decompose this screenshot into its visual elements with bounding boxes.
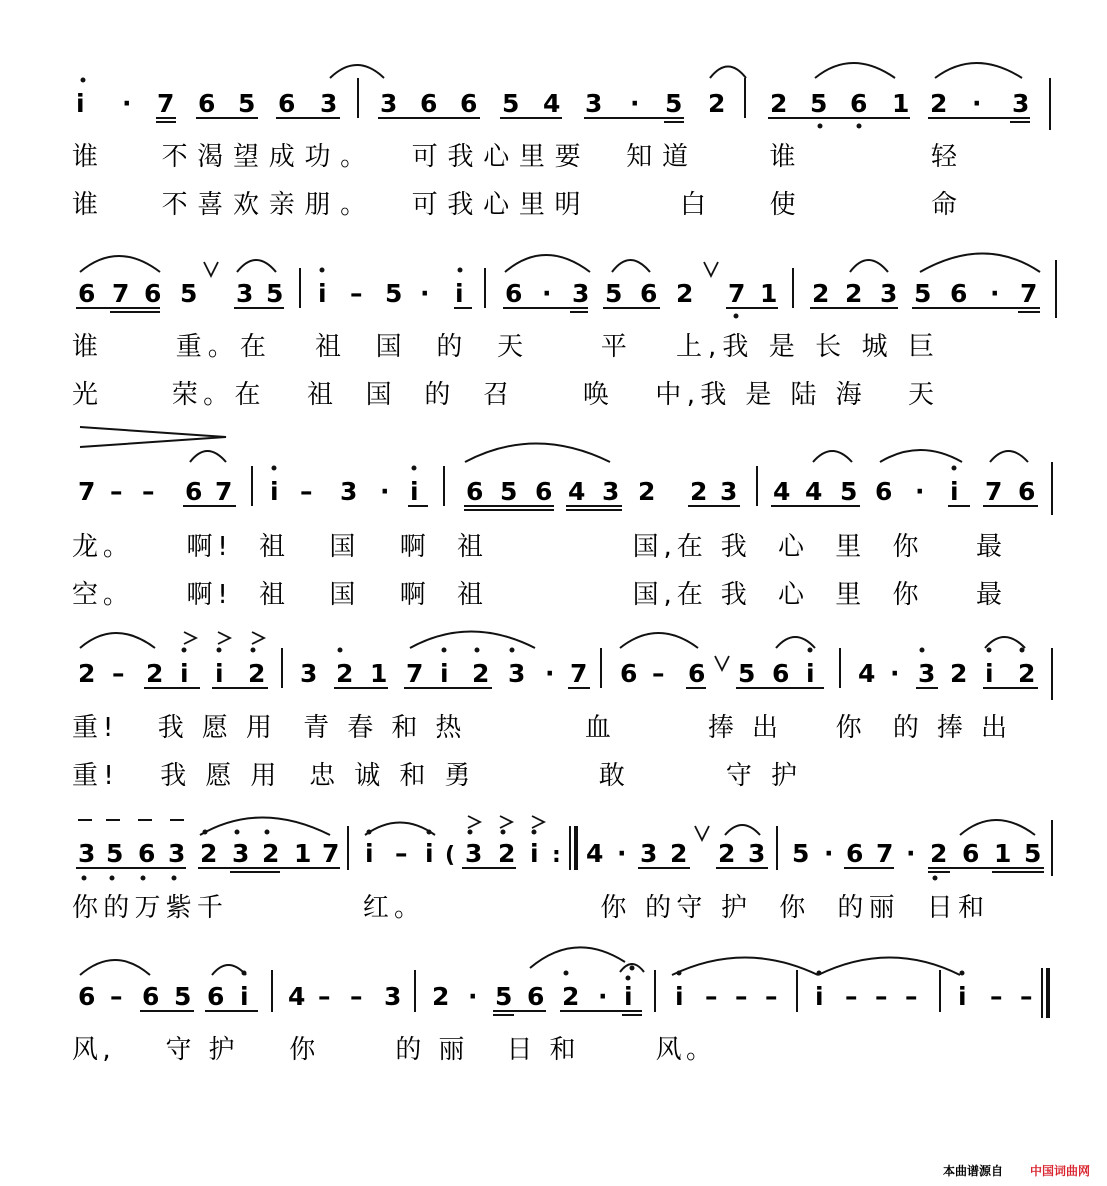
svg-text:–: –	[110, 477, 123, 506]
svg-text:6: 6	[620, 659, 638, 688]
svg-text:6: 6	[505, 279, 523, 308]
lyric-verse-1: 谁 重。在 祖 国 的 天 平 上,我 是 长 城 巨	[72, 332, 934, 362]
svg-text:i: i	[440, 659, 449, 688]
slur	[990, 451, 1028, 462]
svg-text:–: –	[318, 982, 331, 1011]
svg-text:7: 7	[78, 477, 96, 506]
svg-text:–: –	[112, 659, 125, 688]
svg-text:6: 6	[772, 659, 790, 688]
svg-text:3: 3	[168, 839, 186, 868]
svg-text:i: i	[318, 279, 327, 308]
svg-text:3: 3	[340, 477, 358, 506]
svg-text:–: –	[735, 982, 748, 1011]
svg-text:3: 3	[78, 839, 96, 868]
svg-text:·: ·	[380, 477, 390, 506]
svg-text:–: –	[350, 279, 363, 308]
svg-text:i: i	[240, 982, 249, 1011]
breath-mark	[704, 262, 718, 276]
notes-line-3	[78, 477, 1035, 506]
svg-text:3: 3	[640, 839, 658, 868]
svg-text:6: 6	[198, 89, 216, 118]
svg-text:5: 5	[502, 89, 520, 118]
svg-text:–: –	[350, 982, 363, 1011]
accent	[532, 816, 544, 828]
lyric-verse-1: 风, 守 护 你 的 丽 日 和 风。	[72, 1035, 712, 1065]
svg-text:i: i	[806, 659, 815, 688]
svg-text:–: –	[652, 659, 665, 688]
svg-text:6: 6	[138, 839, 156, 868]
svg-text:6: 6	[640, 279, 658, 308]
slur	[465, 444, 610, 463]
svg-text:2: 2	[708, 89, 726, 118]
svg-text:4: 4	[586, 839, 604, 868]
slur	[620, 633, 698, 648]
slur	[410, 632, 535, 649]
svg-text:3: 3	[572, 279, 590, 308]
footer	[943, 1163, 1090, 1178]
notes-line-6	[78, 982, 1033, 1011]
svg-text:3: 3	[380, 89, 398, 118]
svg-text:5: 5	[106, 839, 124, 868]
svg-text:6: 6	[466, 477, 484, 506]
slur	[985, 637, 1025, 648]
svg-text:2: 2	[562, 982, 580, 1011]
svg-text:2: 2	[845, 279, 863, 308]
svg-text:1: 1	[760, 279, 778, 308]
slur	[212, 965, 246, 975]
svg-text:6: 6	[850, 89, 868, 118]
svg-text:1: 1	[370, 659, 388, 688]
svg-text:–: –	[875, 982, 888, 1011]
svg-text:5: 5	[174, 982, 192, 1011]
lyrics-line-3	[72, 532, 1002, 610]
score-line-1	[72, 63, 1050, 220]
slur	[710, 67, 746, 79]
svg-text:–: –	[110, 982, 123, 1011]
lyric-verse-1: 你的万紫千 红。 你 的守 护 你 的丽 日和	[72, 893, 985, 923]
svg-text:3: 3	[720, 477, 738, 506]
site-name[interactable]: 中国词曲网	[1030, 1164, 1091, 1178]
svg-text:5: 5	[665, 89, 683, 118]
slur	[330, 65, 384, 78]
svg-text:·: ·	[915, 477, 925, 506]
svg-text:6: 6	[950, 279, 968, 308]
svg-text:3: 3	[236, 279, 254, 308]
notes-line-5	[78, 839, 1041, 868]
svg-text:6: 6	[144, 279, 162, 308]
svg-text:2: 2	[690, 477, 708, 506]
svg-text:·: ·	[972, 89, 982, 118]
slur	[725, 825, 760, 835]
lyric-verse-1: 龙。 啊! 祖 国 啊 祖 国,在 我 心 里 你 最	[72, 532, 1002, 562]
svg-text:5: 5	[500, 477, 518, 506]
svg-text:3: 3	[602, 477, 620, 506]
svg-text:·: ·	[598, 982, 608, 1011]
score-line-2	[72, 254, 1056, 411]
svg-text:6: 6	[420, 89, 438, 118]
svg-text:6: 6	[1018, 477, 1036, 506]
svg-text:3: 3	[300, 659, 318, 688]
svg-text:6: 6	[142, 982, 160, 1011]
breath-mark	[715, 656, 729, 670]
svg-text:6: 6	[962, 839, 980, 868]
svg-text:–: –	[300, 477, 313, 506]
svg-text:2: 2	[472, 659, 490, 688]
accent	[252, 632, 264, 644]
svg-text:2: 2	[336, 659, 354, 688]
svg-text:4: 4	[773, 477, 791, 506]
svg-text:–: –	[1020, 982, 1033, 1011]
svg-text:·: ·	[468, 982, 478, 1011]
svg-text:7: 7	[570, 659, 588, 688]
slur	[920, 254, 1040, 273]
svg-text:i: i	[950, 477, 959, 506]
slur	[612, 260, 650, 272]
slur	[365, 823, 435, 836]
svg-text:7: 7	[215, 477, 233, 506]
svg-text:4: 4	[858, 659, 876, 688]
svg-text:6: 6	[688, 659, 706, 688]
lyrics-line-6	[72, 1035, 712, 1065]
svg-text:2: 2	[78, 659, 96, 688]
svg-text:6: 6	[78, 982, 96, 1011]
svg-text:i: i	[215, 659, 224, 688]
svg-text:6: 6	[846, 839, 864, 868]
svg-text:6: 6	[535, 477, 553, 506]
svg-text:2: 2	[432, 982, 450, 1011]
svg-text:2: 2	[262, 839, 280, 868]
svg-text:2: 2	[498, 839, 516, 868]
svg-text:i: i	[76, 89, 85, 118]
accent	[468, 816, 480, 828]
svg-text:7: 7	[406, 659, 424, 688]
score-line-3	[72, 427, 1052, 610]
lyric-verse-1: 谁 不渴望成功。 可我心里要 知道 谁 轻	[72, 142, 957, 172]
svg-text:·: ·	[890, 659, 900, 688]
svg-text:3: 3	[880, 279, 898, 308]
svg-text:3: 3	[585, 89, 603, 118]
svg-text:·: ·	[990, 279, 1000, 308]
slur	[815, 63, 895, 78]
svg-text:6: 6	[78, 279, 96, 308]
svg-text:2: 2	[200, 839, 218, 868]
svg-text:6: 6	[875, 477, 893, 506]
svg-text:i: i	[624, 982, 633, 1011]
lyric-verse-2: 光 荣。在 祖 国 的 召 唤 中,我 是 陆 海 天	[72, 380, 935, 410]
svg-text:(: (	[445, 843, 456, 868]
svg-text:2: 2	[1018, 659, 1036, 688]
svg-text:–: –	[905, 982, 918, 1011]
accent	[218, 632, 230, 644]
svg-text:i: i	[365, 839, 374, 868]
score-line-4	[72, 632, 1052, 792]
svg-text:7: 7	[322, 839, 340, 868]
svg-text:·: ·	[420, 279, 430, 308]
svg-text:4: 4	[288, 982, 306, 1011]
slur	[776, 637, 815, 648]
slur	[850, 260, 888, 272]
svg-text:·: ·	[617, 839, 627, 868]
slur	[530, 947, 625, 968]
svg-text:3: 3	[508, 659, 526, 688]
svg-text:6: 6	[460, 89, 478, 118]
svg-text:i: i	[815, 982, 824, 1011]
lyric-verse-1: 重! 我 愿 用 青 春 和 热 血 捧 出 你 的 捧 出	[72, 713, 1007, 743]
svg-text:5: 5	[238, 89, 256, 118]
slur	[505, 255, 590, 272]
svg-text:3: 3	[1012, 89, 1030, 118]
notes-line-4	[78, 659, 1035, 688]
lyrics-line-2	[72, 332, 934, 410]
svg-text:5: 5	[792, 839, 810, 868]
svg-text:i: i	[270, 477, 279, 506]
svg-text:·: ·	[906, 839, 916, 868]
svg-text:5: 5	[385, 279, 403, 308]
slur	[935, 63, 1022, 78]
svg-text:5: 5	[914, 279, 932, 308]
svg-text:5: 5	[810, 89, 828, 118]
svg-text::: :	[552, 843, 561, 868]
svg-text:5: 5	[180, 279, 198, 308]
svg-text:·: ·	[122, 89, 132, 118]
svg-text:–: –	[395, 839, 408, 868]
slur	[80, 960, 150, 975]
lyric-verse-2: 谁 不喜欢亲朋。 可我心里明 白 使 命	[72, 190, 957, 220]
svg-text:7: 7	[985, 477, 1003, 506]
svg-text:3: 3	[384, 982, 402, 1011]
svg-text:·: ·	[824, 839, 834, 868]
lyric-verse-2: 重! 我 愿 用 忠 诚 和 勇 敢 守 护	[72, 761, 798, 791]
svg-text:2: 2	[670, 839, 688, 868]
accent	[500, 816, 512, 828]
svg-text:–: –	[765, 982, 778, 1011]
svg-text:5: 5	[840, 477, 858, 506]
svg-text:2: 2	[676, 279, 694, 308]
svg-text:2: 2	[930, 839, 948, 868]
svg-text:2: 2	[812, 279, 830, 308]
svg-text:4: 4	[543, 89, 561, 118]
svg-text:7: 7	[728, 279, 746, 308]
svg-text:·: ·	[542, 279, 552, 308]
svg-text:3: 3	[748, 839, 766, 868]
svg-text:i: i	[958, 982, 967, 1011]
svg-text:3: 3	[918, 659, 936, 688]
svg-text:1: 1	[994, 839, 1012, 868]
svg-text:5: 5	[738, 659, 756, 688]
breath-mark	[695, 826, 709, 840]
svg-text:2: 2	[930, 89, 948, 118]
svg-text:6: 6	[185, 477, 203, 506]
notes-line-2	[78, 279, 1037, 308]
svg-text:i: i	[455, 279, 464, 308]
svg-text:3: 3	[465, 839, 483, 868]
score-line-6	[72, 947, 1048, 1065]
svg-text:1: 1	[892, 89, 910, 118]
svg-text:7: 7	[1020, 279, 1038, 308]
svg-text:·: ·	[545, 659, 555, 688]
svg-text:6: 6	[207, 982, 225, 1011]
svg-text:2: 2	[638, 477, 656, 506]
svg-text:i: i	[675, 982, 684, 1011]
slur	[818, 958, 960, 976]
svg-text:2: 2	[950, 659, 968, 688]
svg-text:2: 2	[146, 659, 164, 688]
svg-text:4: 4	[568, 477, 586, 506]
svg-text:7: 7	[157, 89, 175, 118]
svg-text:4: 4	[805, 477, 823, 506]
slur	[237, 260, 276, 272]
svg-text:3: 3	[232, 839, 250, 868]
svg-text:5: 5	[495, 982, 513, 1011]
slur	[813, 451, 852, 462]
slur	[80, 256, 160, 272]
svg-text:7: 7	[112, 279, 130, 308]
svg-text:i: i	[425, 839, 434, 868]
svg-text:1: 1	[294, 839, 312, 868]
lyrics-line-5	[72, 893, 984, 923]
svg-text:5: 5	[266, 279, 284, 308]
svg-text:i: i	[180, 659, 189, 688]
lyrics-line-4	[72, 713, 1007, 791]
slur	[960, 820, 1035, 835]
slur	[880, 450, 962, 462]
svg-text:2: 2	[248, 659, 266, 688]
slur	[80, 633, 155, 648]
svg-text:2: 2	[718, 839, 736, 868]
svg-text:2: 2	[770, 89, 788, 118]
svg-text:6: 6	[278, 89, 296, 118]
svg-text:–: –	[990, 982, 1003, 1011]
svg-text:i: i	[530, 839, 539, 868]
notes-line-1	[76, 89, 1029, 118]
decrescendo	[80, 427, 226, 447]
svg-text:i: i	[985, 659, 994, 688]
svg-text:–: –	[142, 477, 155, 506]
svg-text:5: 5	[605, 279, 623, 308]
svg-text:–: –	[845, 982, 858, 1011]
svg-text:7: 7	[876, 839, 894, 868]
svg-text:3: 3	[320, 89, 338, 118]
svg-text:·: ·	[630, 89, 640, 118]
accent	[184, 632, 196, 644]
svg-text:6: 6	[527, 982, 545, 1011]
lyric-verse-2: 空。 啊! 祖 国 啊 祖 国,在 我 心 里 你 最	[72, 580, 1002, 610]
svg-text:i: i	[410, 477, 419, 506]
score-line-5	[72, 816, 1052, 923]
svg-text:5: 5	[1024, 839, 1042, 868]
breath-mark	[204, 262, 218, 276]
lyrics-line-1	[72, 142, 958, 220]
svg-text:–: –	[705, 982, 718, 1011]
source-label: 本曲谱源自	[943, 1164, 1004, 1178]
slur	[190, 451, 226, 462]
